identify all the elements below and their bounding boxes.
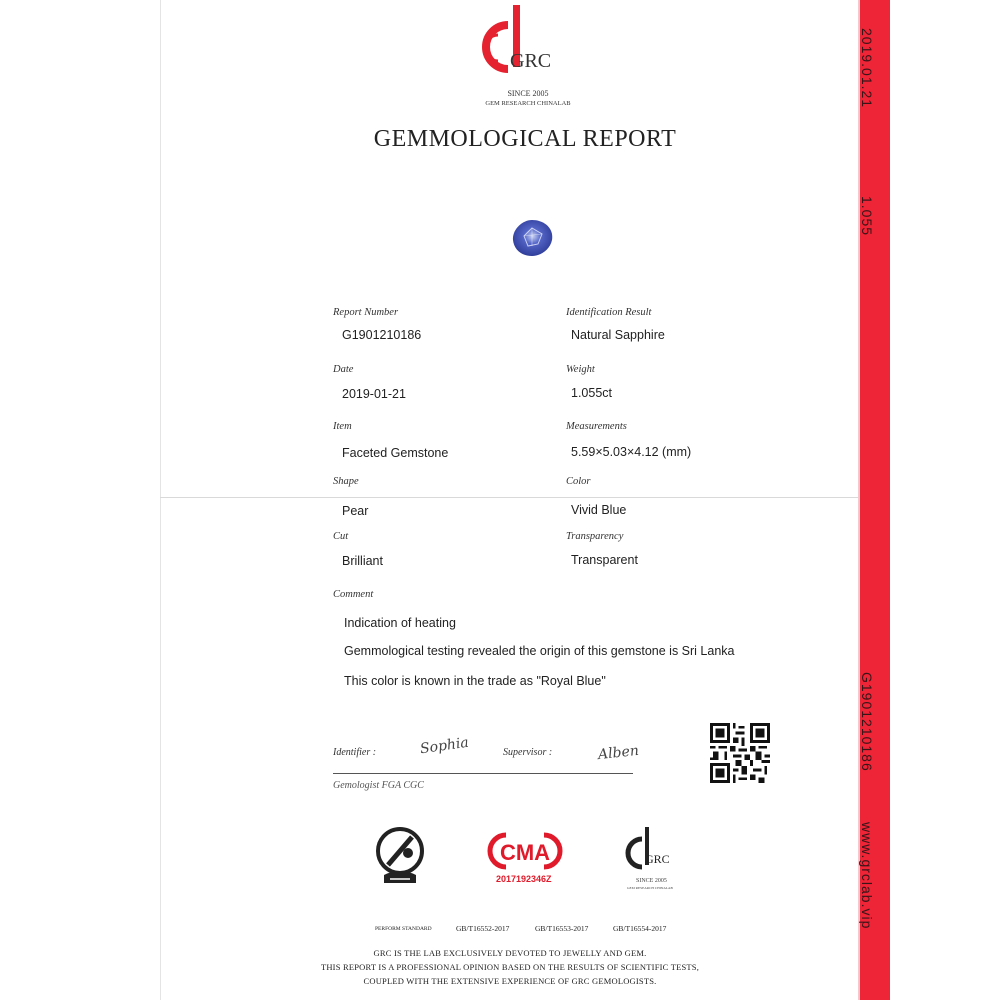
label-weight: Weight — [566, 364, 595, 375]
band-date: 2019.01.21 — [859, 28, 875, 109]
comment-line: Gemmological testing revealed the origin of this gemstone is Sri Lanka — [344, 644, 735, 658]
logo-text: GRC — [510, 50, 552, 72]
since-text: SINCE 2005 — [507, 89, 549, 98]
label-report-number: Report Number — [333, 307, 399, 318]
signature-line — [333, 773, 633, 774]
standard-item: GB/T16552-2017 — [456, 924, 510, 933]
supervisor-signature: Alben — [597, 742, 640, 764]
standard-item: GB/T16554-2017 — [613, 924, 667, 933]
footer-line: COUPLED WITH THE EXTENSIVE EXPERIENCE OF GRC GEMOLOGISTS. — [363, 976, 657, 986]
band-weight: 1.055 — [859, 196, 875, 237]
label-cut: Cut — [333, 531, 349, 542]
comment-line: This color is known in the trade as "Royal Blue" — [344, 674, 606, 688]
value-date: 2019-01-21 — [342, 387, 406, 401]
grc-seal-text: GRC — [645, 852, 670, 866]
grc-seal-icon — [620, 825, 656, 877]
comment-line: Indication of heating — [344, 616, 456, 630]
grc-seal-since: SINCE 2005 — [636, 878, 667, 884]
value-report-number: G1901210186 — [342, 328, 422, 342]
report-title: GEMMOLOGICAL REPORT — [373, 126, 677, 152]
cma-seal-text: CMA — [499, 840, 551, 865]
value-shape: Pear — [342, 504, 369, 518]
label-transparency: Transparency — [566, 531, 624, 542]
label-shape: Shape — [333, 476, 359, 487]
label-item: Item — [333, 421, 352, 432]
grc-seal-lab: GEM RESEARCH CHINALAB — [627, 886, 673, 890]
identifier-signature: Sophia — [419, 734, 470, 758]
value-transparency: Transparent — [571, 553, 638, 567]
value-identification-result: Natural Sapphire — [571, 328, 665, 342]
band-report-number: G1901210186 — [859, 672, 875, 772]
fold-line — [160, 497, 860, 498]
value-item: Faceted Gemstone — [342, 446, 449, 460]
lab-name: GEM RESEARCH CHINALAB — [485, 100, 571, 107]
supervisor-label: Supervisor : — [503, 747, 553, 758]
value-color: Vivid Blue — [571, 503, 627, 517]
value-measurements: 5.59×5.03×4.12 (mm) — [571, 445, 692, 459]
label-date: Date — [333, 364, 354, 375]
standards-label: PERFORM STANDARD — [375, 926, 432, 932]
band-website: www.grclab.vip — [859, 822, 875, 930]
label-identification-result: Identification Result — [566, 307, 652, 318]
accreditation-seal-icon — [372, 823, 428, 889]
standard-item: GB/T16553-2017 — [535, 924, 589, 933]
label-measurements: Measurements — [566, 421, 627, 432]
value-weight: 1.055ct — [571, 386, 613, 400]
gemstone-image — [510, 218, 556, 258]
footer-line: GRC IS THE LAB EXCLUSIVELY DEVOTED TO JEWELLY AND GEM. — [373, 948, 647, 958]
grc-logo-icon — [470, 3, 530, 88]
cma-seal-icon — [486, 829, 564, 873]
identifier-label: Identifier : — [333, 747, 377, 758]
value-cut: Brilliant — [342, 554, 383, 568]
gemologist-credentials: Gemologist FGA CGC — [333, 780, 424, 791]
qr-code-icon — [710, 722, 770, 784]
footer-line: THIS REPORT IS A PROFESSIONAL OPINION BASED ON THE RESULTS OF SCIENTIFIC TESTS, — [320, 962, 700, 972]
label-color: Color — [566, 476, 591, 487]
cma-number: 2017192346Z — [496, 874, 552, 884]
label-comment: Comment — [333, 589, 374, 600]
